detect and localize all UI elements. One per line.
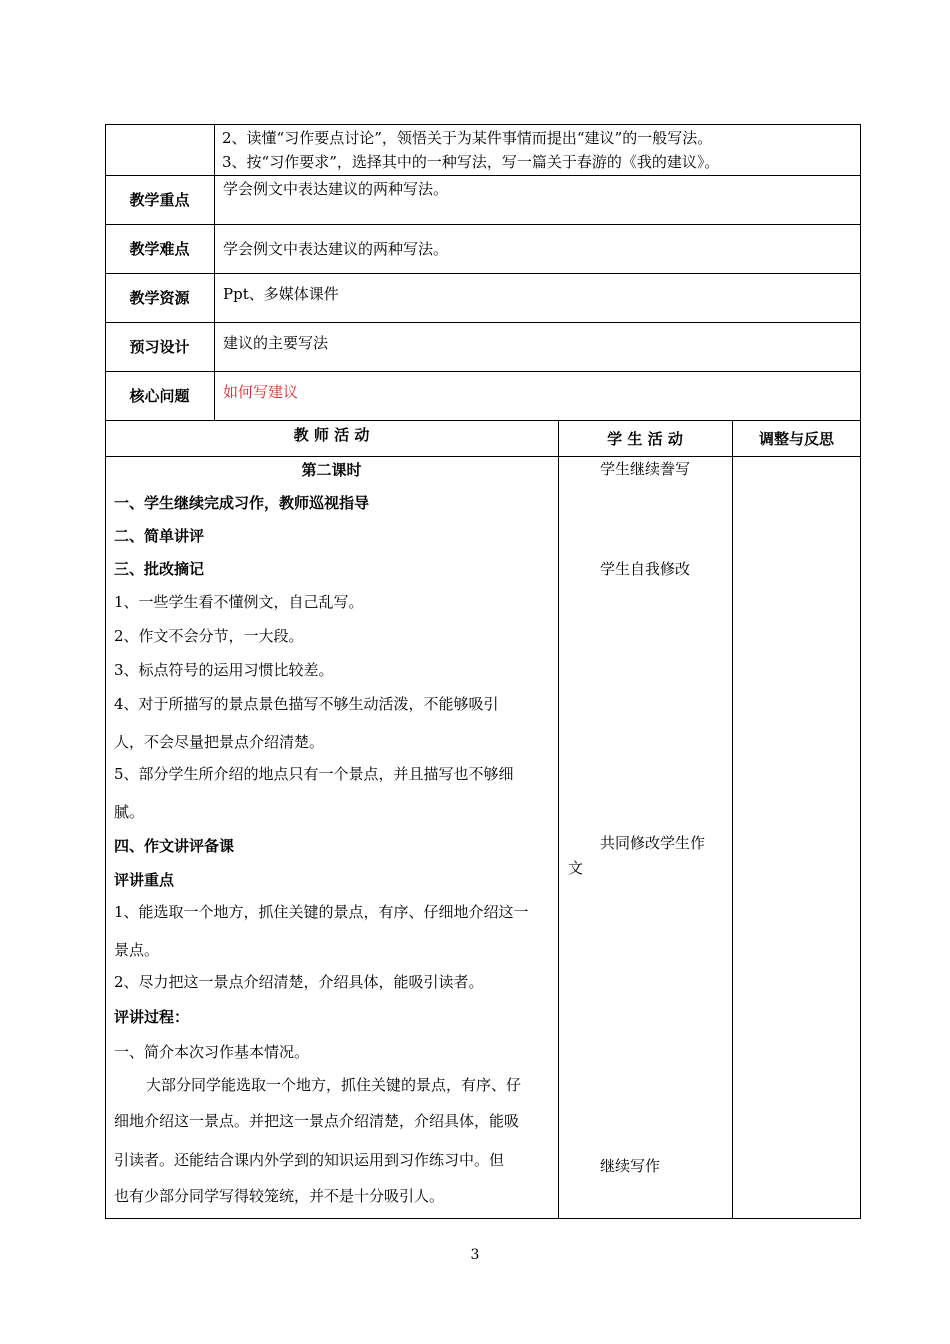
- teacher-column-divider: [558, 420, 559, 1219]
- lesson-period-title: 第二课时: [301, 461, 362, 479]
- student-activity-1: 学生继续誊写: [600, 460, 691, 478]
- row-label-key-points: 教学重点: [129, 191, 190, 209]
- note-4-line-2: 人，不会尽量把景点介绍清楚。: [114, 733, 325, 751]
- focus-1-line-1: 1、能选取一个地方，抓住关键的景点，有序、仔细地介绍这一: [114, 903, 529, 921]
- row-value-difficulties: 学会例文中表达建议的两种写法。: [223, 240, 449, 258]
- row-value-key-points: 学会例文中表达建议的两种写法。: [223, 180, 449, 198]
- page-number: 3: [470, 1247, 480, 1263]
- focus-2: 2、尽力把这一景点介绍清楚，介绍具体，能吸引读者。: [114, 973, 484, 991]
- student-activity-3-line-2: 文: [568, 859, 584, 877]
- section-2-heading: 二、简单讲评: [114, 527, 205, 545]
- objective-line-3: 3、按“习作要求”，选择其中的一种写法，写一篇关于春游的《我的建议》。: [222, 153, 720, 171]
- label-column-divider: [214, 124, 215, 420]
- process-heading: 评讲过程：: [114, 1008, 190, 1026]
- row-divider: [105, 273, 861, 274]
- row-divider: [105, 175, 861, 176]
- note-4-line-1: 4、对于所描写的景点景色描写不够生动活泼，不能够吸引: [114, 695, 499, 713]
- row-label-difficulties: 教学难点: [129, 240, 190, 258]
- row-label-core-question: 核心问题: [129, 387, 190, 405]
- row-divider: [105, 371, 861, 372]
- note-5-line-1: 5、部分学生所介绍的地点只有一个景点，并且描写也不够细: [114, 765, 514, 783]
- row-value-core-question: 如何写建议: [223, 383, 299, 401]
- student-activity-2: 学生自我修改: [600, 560, 691, 578]
- process-item-1: 一、简介本次习作基本情况。: [114, 1043, 310, 1061]
- process-paragraph-line-2: 细地介绍这一景点。并把这一景点介绍清楚，介绍具体，能吸: [114, 1112, 520, 1130]
- note-1: 1、一些学生看不懂例文，自己乱写。: [114, 593, 364, 611]
- process-paragraph-line-4: 也有少部分同学写得较笼统，并不是十分吸引人。: [114, 1187, 445, 1205]
- note-2: 2、作文不会分节，一大段。: [114, 627, 304, 645]
- section-4-heading: 四、作文讲评备课: [114, 837, 235, 855]
- header-teacher-activity: 教 师 活 动: [293, 426, 370, 444]
- note-5-line-2: 腻。: [114, 803, 145, 821]
- row-label-resources: 教学资源: [129, 289, 190, 307]
- student-activity-3-line-1: 共同修改学生作: [600, 834, 706, 852]
- row-value-resources: Ppt、多媒体课件: [223, 285, 339, 303]
- row-divider: [105, 224, 861, 225]
- header-adjust-reflect: 调整与反思: [758, 430, 834, 448]
- focus-1-line-2: 景点。: [114, 941, 160, 959]
- row-divider: [105, 456, 861, 457]
- header-student-activity: 学 生 活 动: [607, 430, 683, 448]
- note-3: 3、标点符号的运用习惯比较差。: [114, 661, 334, 679]
- row-divider: [105, 322, 861, 323]
- student-activity-4: 继续写作: [600, 1157, 661, 1175]
- objective-line-2: 2、读懂“习作要点讨论”，领悟关于为某件事情而提出“建议”的一般写法。: [222, 129, 713, 147]
- focus-heading: 评讲重点: [114, 871, 175, 889]
- process-paragraph-line-1: 大部分同学能选取一个地方，抓住关键的景点，有序、仔: [146, 1076, 522, 1094]
- section-3-heading: 三、批改摘记: [114, 560, 205, 578]
- process-paragraph-line-3: 引读者。还能结合课内外学到的知识运用到习作练习中。但: [114, 1151, 505, 1169]
- section-1-heading: 一、学生继续完成习作，教师巡视指导: [114, 494, 370, 512]
- row-label-preview: 预习设计: [129, 338, 190, 356]
- row-divider: [105, 420, 861, 421]
- student-column-divider: [732, 420, 733, 1219]
- row-value-preview: 建议的主要写法: [223, 334, 329, 352]
